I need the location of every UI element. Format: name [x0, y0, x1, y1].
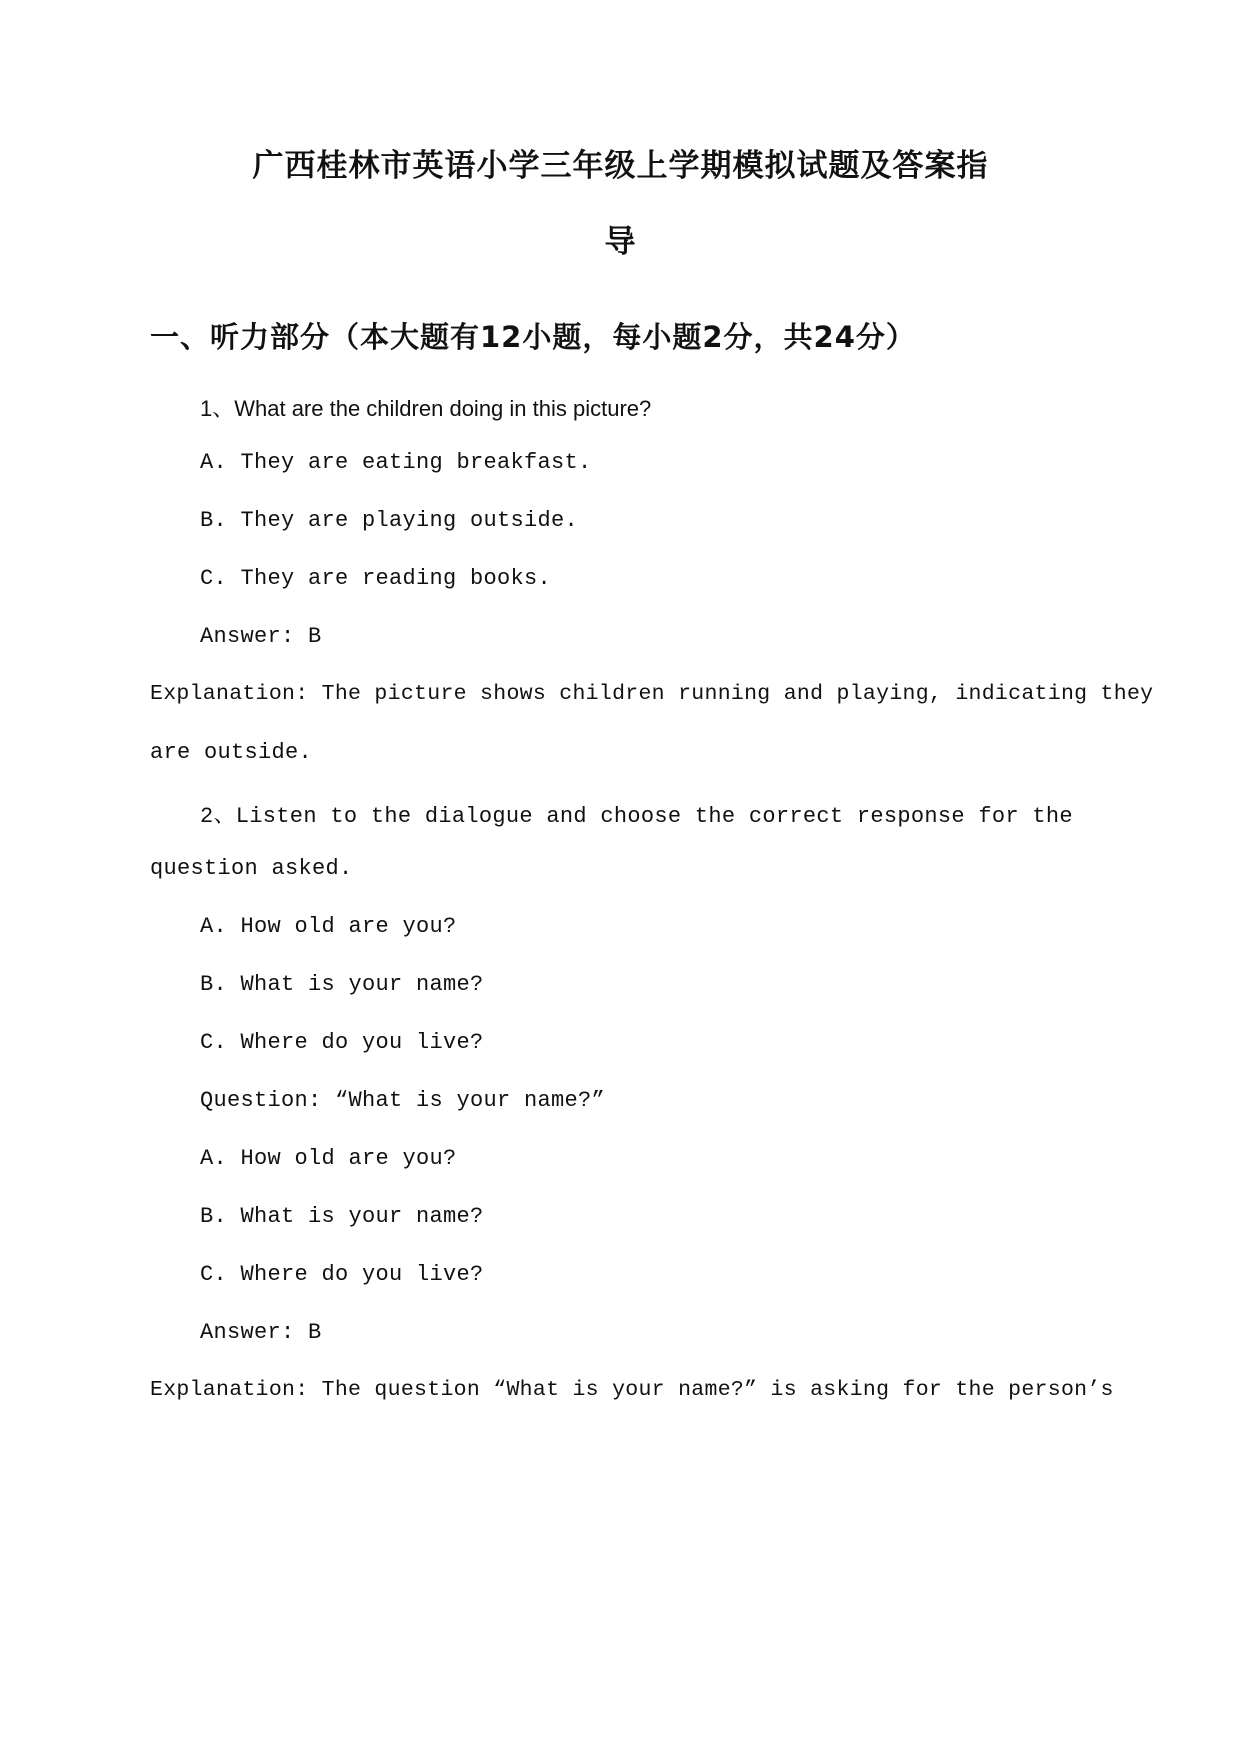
question-2-option-a: A. How old are you? — [200, 914, 457, 939]
question-1-stem: 1、What are the children doing in this picture? — [200, 396, 652, 421]
question-2-option-c: C. Where do you live? — [200, 1030, 484, 1055]
question-2-option-c-repeat: C. Where do you live? — [200, 1262, 484, 1287]
question-2-option-b-repeat: B. What is your name? — [200, 1204, 484, 1229]
question-2-option-b: B. What is your name? — [200, 972, 484, 997]
question-2-answer: Answer: B — [200, 1320, 322, 1345]
document-title-line-1: 广西桂林市英语小学三年级上学期模拟试题及答案指 — [252, 148, 989, 184]
question-1-option-b: B. They are playing outside. — [200, 508, 579, 533]
question-1-option-a: A. They are eating breakfast. — [200, 450, 592, 475]
question-2-question: Question: “What is your name?” — [200, 1088, 606, 1113]
question-2-explanation-line-1: Explanation: The question “What is your name?” is asking for the person’s — [150, 1378, 1114, 1402]
question-1-explanation-line-2: are outside. — [150, 740, 313, 765]
document-title-line-2: 导 — [604, 224, 637, 260]
question-1-answer: Answer: B — [200, 624, 322, 649]
section-heading-listening: 一、听力部分（本大题有12小题，每小题2分，共24分） — [150, 320, 916, 354]
question-2-option-a-repeat: A. How old are you? — [200, 1146, 457, 1171]
question-2-stem-line-2: question asked. — [150, 856, 353, 881]
question-1-explanation-line-1: Explanation: The picture shows children running and playing, indicating they — [150, 682, 1154, 706]
question-2-stem-line-1: 2、Listen to the dialogue and choose the correct response for the — [200, 804, 1073, 829]
question-1-option-c: C. They are reading books. — [200, 566, 552, 591]
